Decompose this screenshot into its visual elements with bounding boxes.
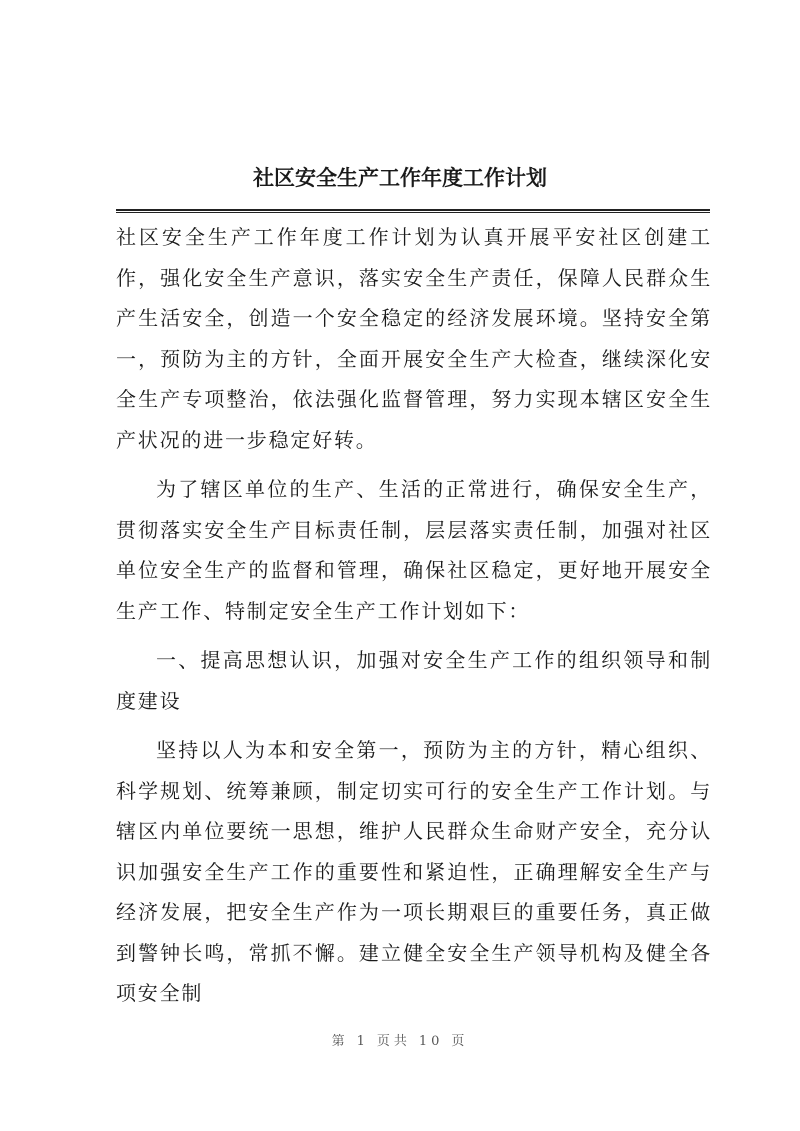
section-heading: 一、提高思想认识，加强对安全生产工作的组织领导和制度建设 (116, 648, 712, 713)
total-page-count: 10 (418, 1034, 444, 1049)
current-page-number: 1 (356, 1034, 369, 1049)
document-body (116, 217, 712, 1023)
footer-middle: 页共 (376, 1034, 411, 1049)
footer-prefix: 第 (331, 1034, 349, 1049)
title-divider (116, 209, 710, 213)
paragraph: 为了辖区单位的生产、生活的正常进行，确保安全生产，贯彻落实安全生产目标责任制，层层落实责任制，加强对社区单位安全生产的监督和管理，确保社区稳定，更好地开展安全生产工作、特制定安全生产工作计划如下： (116, 477, 712, 623)
paragraph: 坚持以人为本和安全第一，预防为主的方针，精心组织、科学规划、统筹兼顾，制定切实可行的安全生产工作计划。与辖区内单位要统一思想，维护人民群众生命财产安全，充分认识加强安全生产工作的重要性和紧迫性，正确理解安全生产与经济发展，把安全生产作为一项长期艰巨的重要任务，真正做到警钟长鸣，常抓不懈。建立健全安全生产领导机构及健全各项安全制 (116, 738, 712, 1005)
document-title: 社区安全生产工作年度工作计划 (253, 166, 547, 190)
paragraph: 社区安全生产工作年度工作计划为认真开展平安社区创建工作，强化安全生产意识，落实安全生产责任，保障人民群众生产生活安全，创造一个安全稳定的经济发展环境。坚持安全第一，预防为主的方针，全面开展安全生产大检查，继续深化安全生产专项整治，依法强化监督管理，努力实现本辖区安全生产状况的进一步稳定好转。 (116, 225, 712, 452)
footer-suffix: 页 (451, 1034, 469, 1049)
page-footer (0, 1030, 800, 1049)
